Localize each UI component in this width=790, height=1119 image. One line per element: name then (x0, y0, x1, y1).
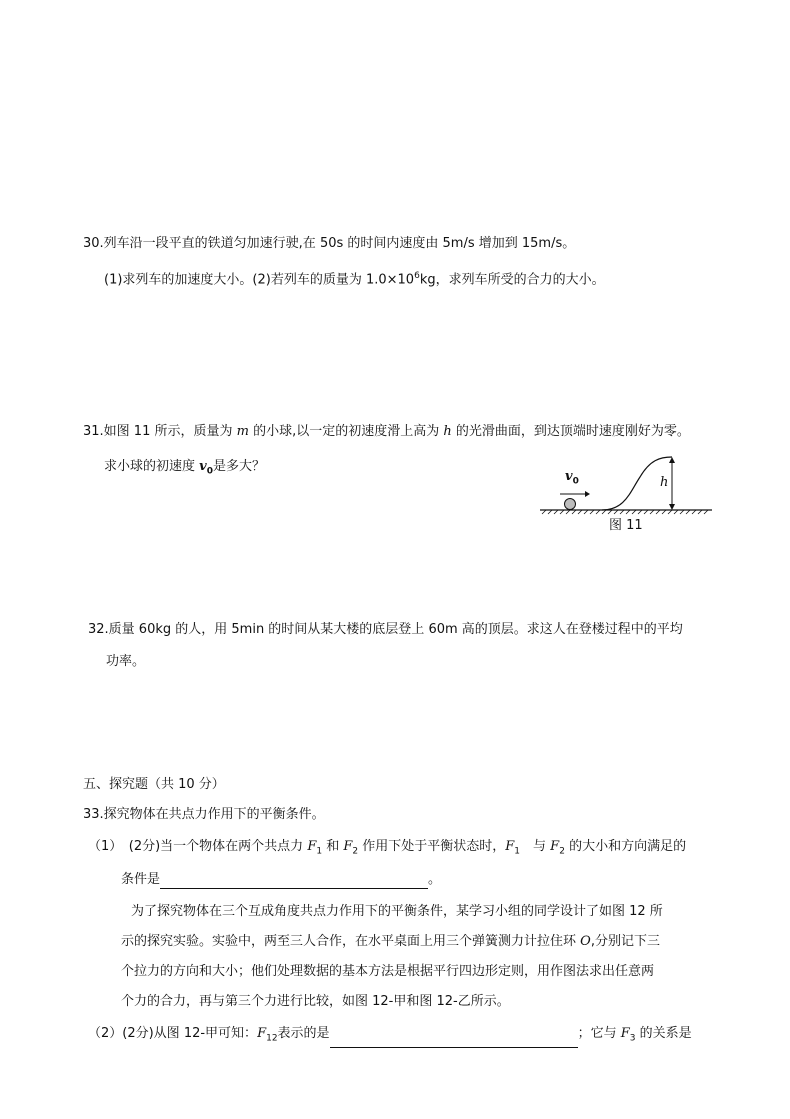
figure-11-h-label: h (660, 475, 669, 490)
q31-line2: 求小球的初速度 $v_0$是多大？ (104, 459, 265, 477)
q31-line1: 31.如图 11 所示，质量为 m 的小球,以一定的初速度滑上高为 h 的光滑曲面，到达顶端时速度刚好为零。 (83, 424, 690, 439)
q33-part1: （1） (2分)当一个物体在两个共点力 $F_1$ 和 $F_2$ 作用下处于平衡状态时，$F_1$ 与 $F_2$ 的大小和方向满足的 (88, 839, 687, 857)
q32-line2: 功率。 (106, 654, 146, 669)
section5-title: 五、探究题（共 10 分） (83, 777, 225, 792)
answer-blank-1[interactable] (160, 874, 428, 889)
figure-11-v0-label: $v_0$ (565, 469, 579, 487)
q33-title: 33.探究物体在共点力作用下的平衡条件。 (83, 807, 325, 822)
ground-hatching (542, 510, 708, 514)
velocity-arrowhead (585, 491, 590, 497)
q33-para4: 个力的合力，再与第三个力进行比较，如图 12-甲和图 12-乙所示。 (121, 994, 510, 1009)
q30-line2: (1)求列车的加速度大小。(2)若列车的质量为 $1.0\times 10^6kg$，求列车所受的合力的大小。 (104, 271, 605, 288)
q33-para2: 示的探究实验。实验中，两至三人合作，在水平桌面上用三个弹簧测力计拉住环 O,分别记下三 (121, 934, 660, 949)
height-arrow-top (669, 457, 675, 463)
q33-para1: 为了探究物体在三个互成角度共点力作用下的平衡条件，某学习小组的同学设计了如图 12 所 (131, 904, 663, 919)
height-arrow-bottom (669, 504, 675, 510)
answer-blank-2[interactable] (330, 1033, 578, 1048)
ball (565, 499, 576, 510)
figure-11-caption: 图 11 (609, 518, 643, 533)
q33-part2: （2）(2分)从图 12-甲可知：$F_{12}$表示的是 ；它与 $F_3$ 的关系是 (88, 1025, 692, 1048)
figure-11 (540, 452, 715, 537)
q33-para3: 个拉力的方向和大小；他们处理数据的基本方法是根据平行四边形定则，用作图法求出任意两 (121, 964, 655, 979)
q32-line1: 32.质量 60kg 的人，用 5min 的时间从某大楼的底层登上 60m 高的顶层。求这人在登楼过程中的平均 (88, 622, 683, 637)
q30-line1: 30.列车沿一段平直的铁道匀加速行驶,在 50s 的时间内速度由 5m/s 增加到 15m/s。 (83, 236, 576, 251)
q33-part1-condition: 条件是 。 (121, 872, 442, 887)
